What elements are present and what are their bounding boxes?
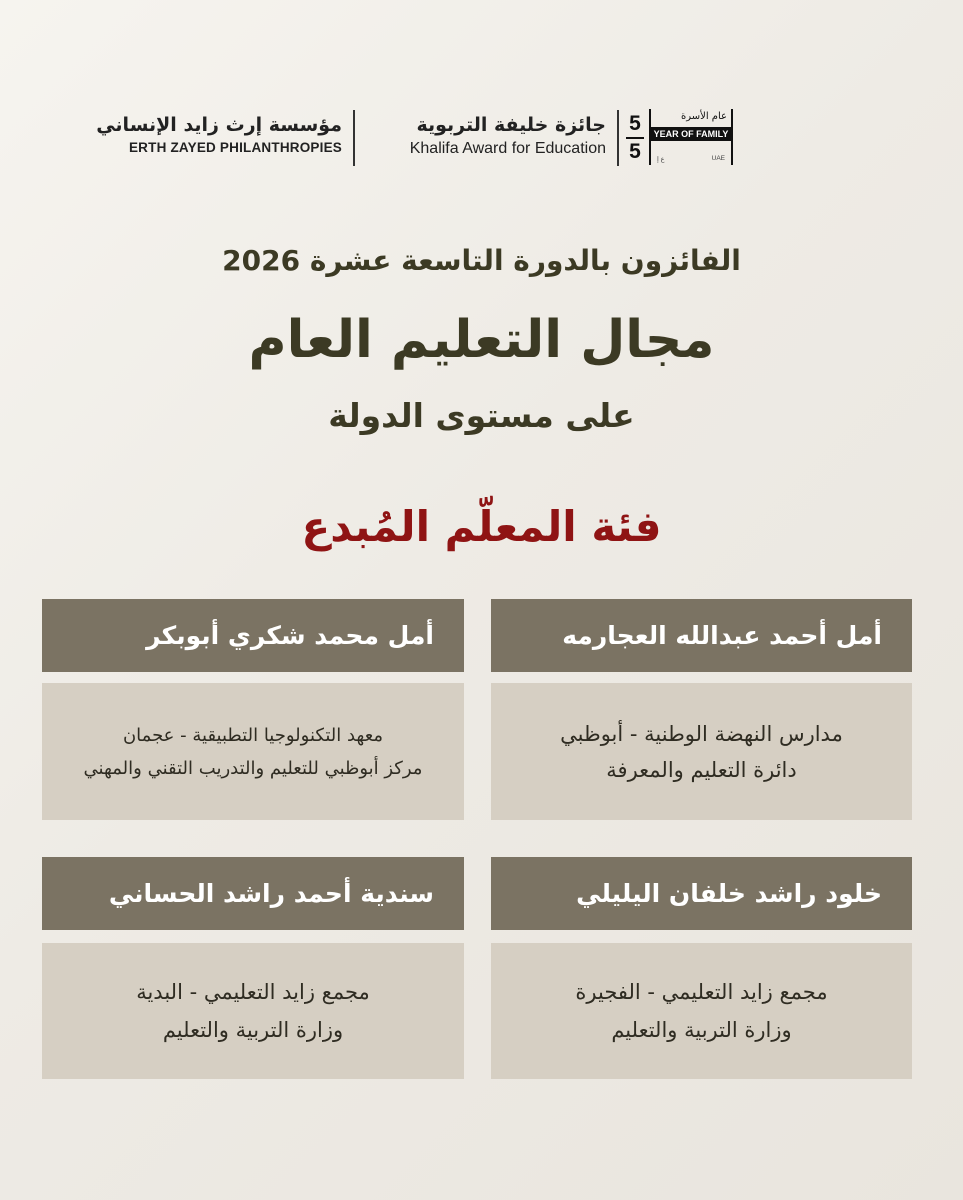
affiliation-line: مجمع زايد التعليمي - البدية <box>136 980 370 1004</box>
erth-zayed-english: ERTH ZAYED PHILANTHROPIES <box>128 140 342 155</box>
footer-right: UAE <box>711 155 725 162</box>
affiliation-line: وزارة التربية والتعليم <box>162 1018 344 1042</box>
winner-affiliation <box>491 943 912 1079</box>
khalifa-award-english: Khalifa Award for Education <box>409 140 606 157</box>
winner-name: خلود راشد خلفان اليليلي <box>491 857 912 930</box>
winner-affiliation <box>491 683 912 820</box>
erth-zayed-logo <box>80 113 342 155</box>
digit-five: 5 <box>626 111 644 139</box>
winner-card <box>42 857 464 1042</box>
erth-zayed-arabic: مؤسسة إرث زايد الإنساني <box>96 114 342 136</box>
fifty-five-mark <box>626 111 644 165</box>
year-of-family-footer <box>651 155 731 163</box>
winner-name: أمل محمد شكري أبوبكر <box>42 599 464 672</box>
winner-card <box>491 857 912 1042</box>
affiliation-line: مدارس النهضة الوطنية - أبوظبي <box>560 721 843 746</box>
winner-affiliation <box>42 943 464 1079</box>
winner-name: أمل أحمد عبدالله العجارمه <box>491 599 912 672</box>
footer-left: ع إ <box>657 156 665 163</box>
winner-card <box>491 599 912 782</box>
logo-divider <box>617 110 619 166</box>
affiliation-line: مجمع زايد التعليمي - الفجيرة <box>575 980 828 1004</box>
year-of-family-arabic: عام الأسرة <box>680 111 727 122</box>
field-title: مجال التعليم العام <box>248 310 715 370</box>
winners-heading: الفائزون بالدورة التاسعة عشرة 2026 <box>222 244 741 277</box>
affiliation-line: وزارة التربية والتعليم <box>611 1018 792 1042</box>
winner-name: سندية أحمد راشد الحساني <box>42 857 464 930</box>
affiliation-line: دائرة التعليم والمعرفة <box>606 757 797 782</box>
affiliation-line: معهد التكنولوجيا التطبيقية - عجمان <box>122 724 384 746</box>
level-subtitle: على مستوى الدولة <box>328 396 635 435</box>
year-of-family-logo <box>623 107 733 169</box>
winner-card <box>42 599 464 779</box>
year-of-family-english: YEAR OF FAMILY <box>651 127 731 141</box>
khalifa-award-arabic: جائزة خليفة التربوية <box>416 114 606 136</box>
logo-divider <box>353 110 355 166</box>
year-of-family-box <box>649 109 733 165</box>
affiliation-line: مركز أبوظبي للتعليم والتدريب التقني والمهني <box>83 757 423 779</box>
khalifa-award-logo <box>362 113 606 158</box>
winner-affiliation <box>42 683 464 820</box>
category-title: فئة المعلّم المُبدع <box>301 502 662 551</box>
digit-five: 5 <box>629 140 641 163</box>
